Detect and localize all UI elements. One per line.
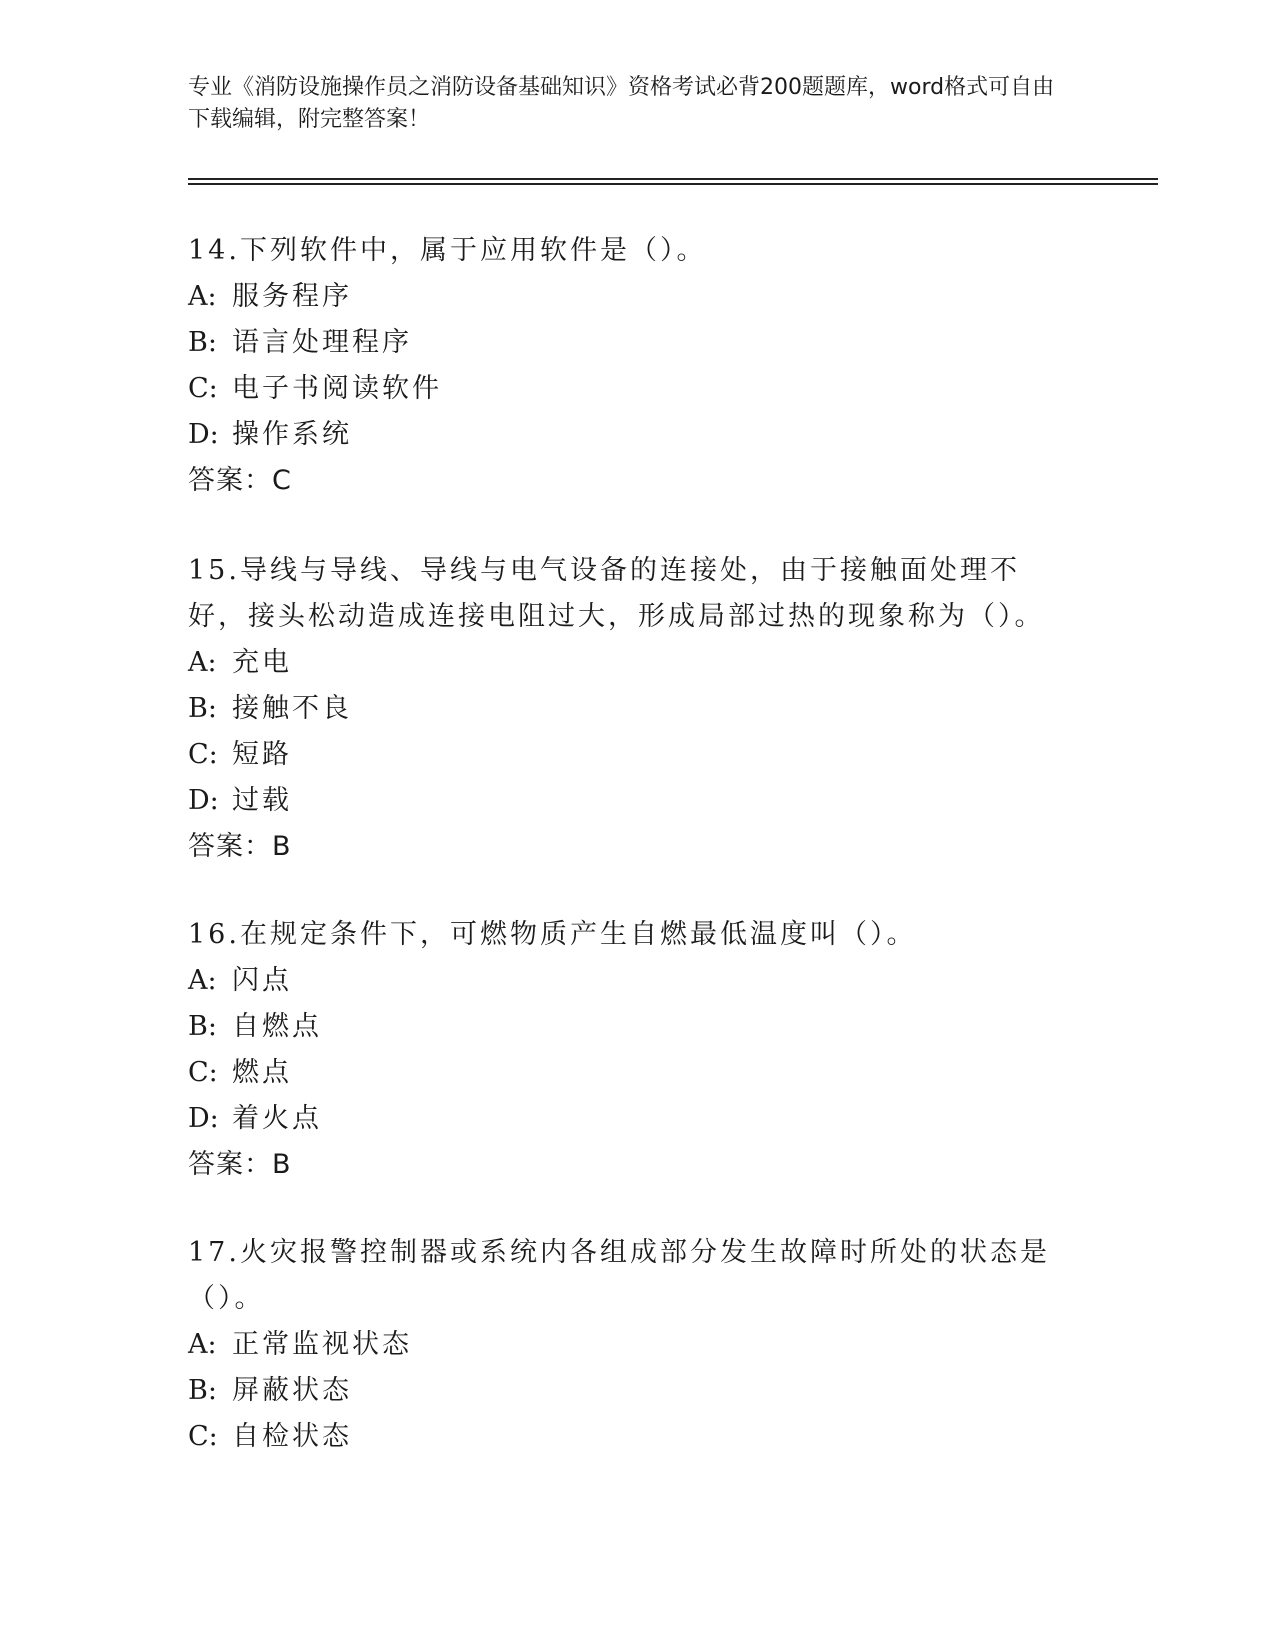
option-a: A: 闪点 (188, 965, 292, 996)
option-b: B: 屏蔽状态 (188, 1375, 352, 1406)
question-14 (188, 228, 1068, 504)
option-b: B: 语言处理程序 (188, 327, 412, 358)
question-stem: 17.火灾报警控制器或系统内各组成部分发生故障时所处的状态是（）。 (188, 1237, 1050, 1314)
question-stem: 14.下列软件中，属于应用软件是（）。 (188, 235, 707, 266)
question-stem: 15.导线与导线、导线与电气设备的连接处，由于接触面处理不好，接头松动造成连接电阻过大，形成局部过热的现象称为（）。 (188, 555, 1045, 632)
option-d: D: 着火点 (188, 1103, 322, 1134)
question-16 (188, 912, 1068, 1188)
option-c: C: 短路 (188, 739, 292, 770)
option-d: D: 过载 (188, 785, 292, 816)
option-a: A: 服务程序 (188, 281, 352, 312)
option-c: C: 自检状态 (188, 1421, 352, 1452)
header-rule-bottom (188, 183, 1158, 185)
header-rule-top (188, 178, 1158, 180)
option-a: A: 正常监视状态 (188, 1329, 412, 1360)
answer: 答案：C (188, 465, 292, 496)
question-stem: 16.在规定条件下，可燃物质产生自燃最低温度叫（）。 (188, 919, 917, 950)
document-header: 专业《消防设施操作员之消防设备基础知识》资格考试必背200题题库，word格式可自由下载编辑，附完整答案！ (188, 75, 1055, 132)
option-d: D: 操作系统 (188, 419, 352, 450)
question-15 (188, 548, 1068, 870)
option-b: B: 自燃点 (188, 1011, 322, 1042)
option-a: A: 充电 (188, 647, 292, 678)
question-17 (188, 1230, 1068, 1460)
option-c: C: 燃点 (188, 1057, 292, 1088)
option-b: B: 接触不良 (188, 693, 352, 724)
answer: 答案：B (188, 1149, 292, 1180)
option-c: C: 电子书阅读软件 (188, 373, 442, 404)
answer: 答案：B (188, 831, 292, 862)
